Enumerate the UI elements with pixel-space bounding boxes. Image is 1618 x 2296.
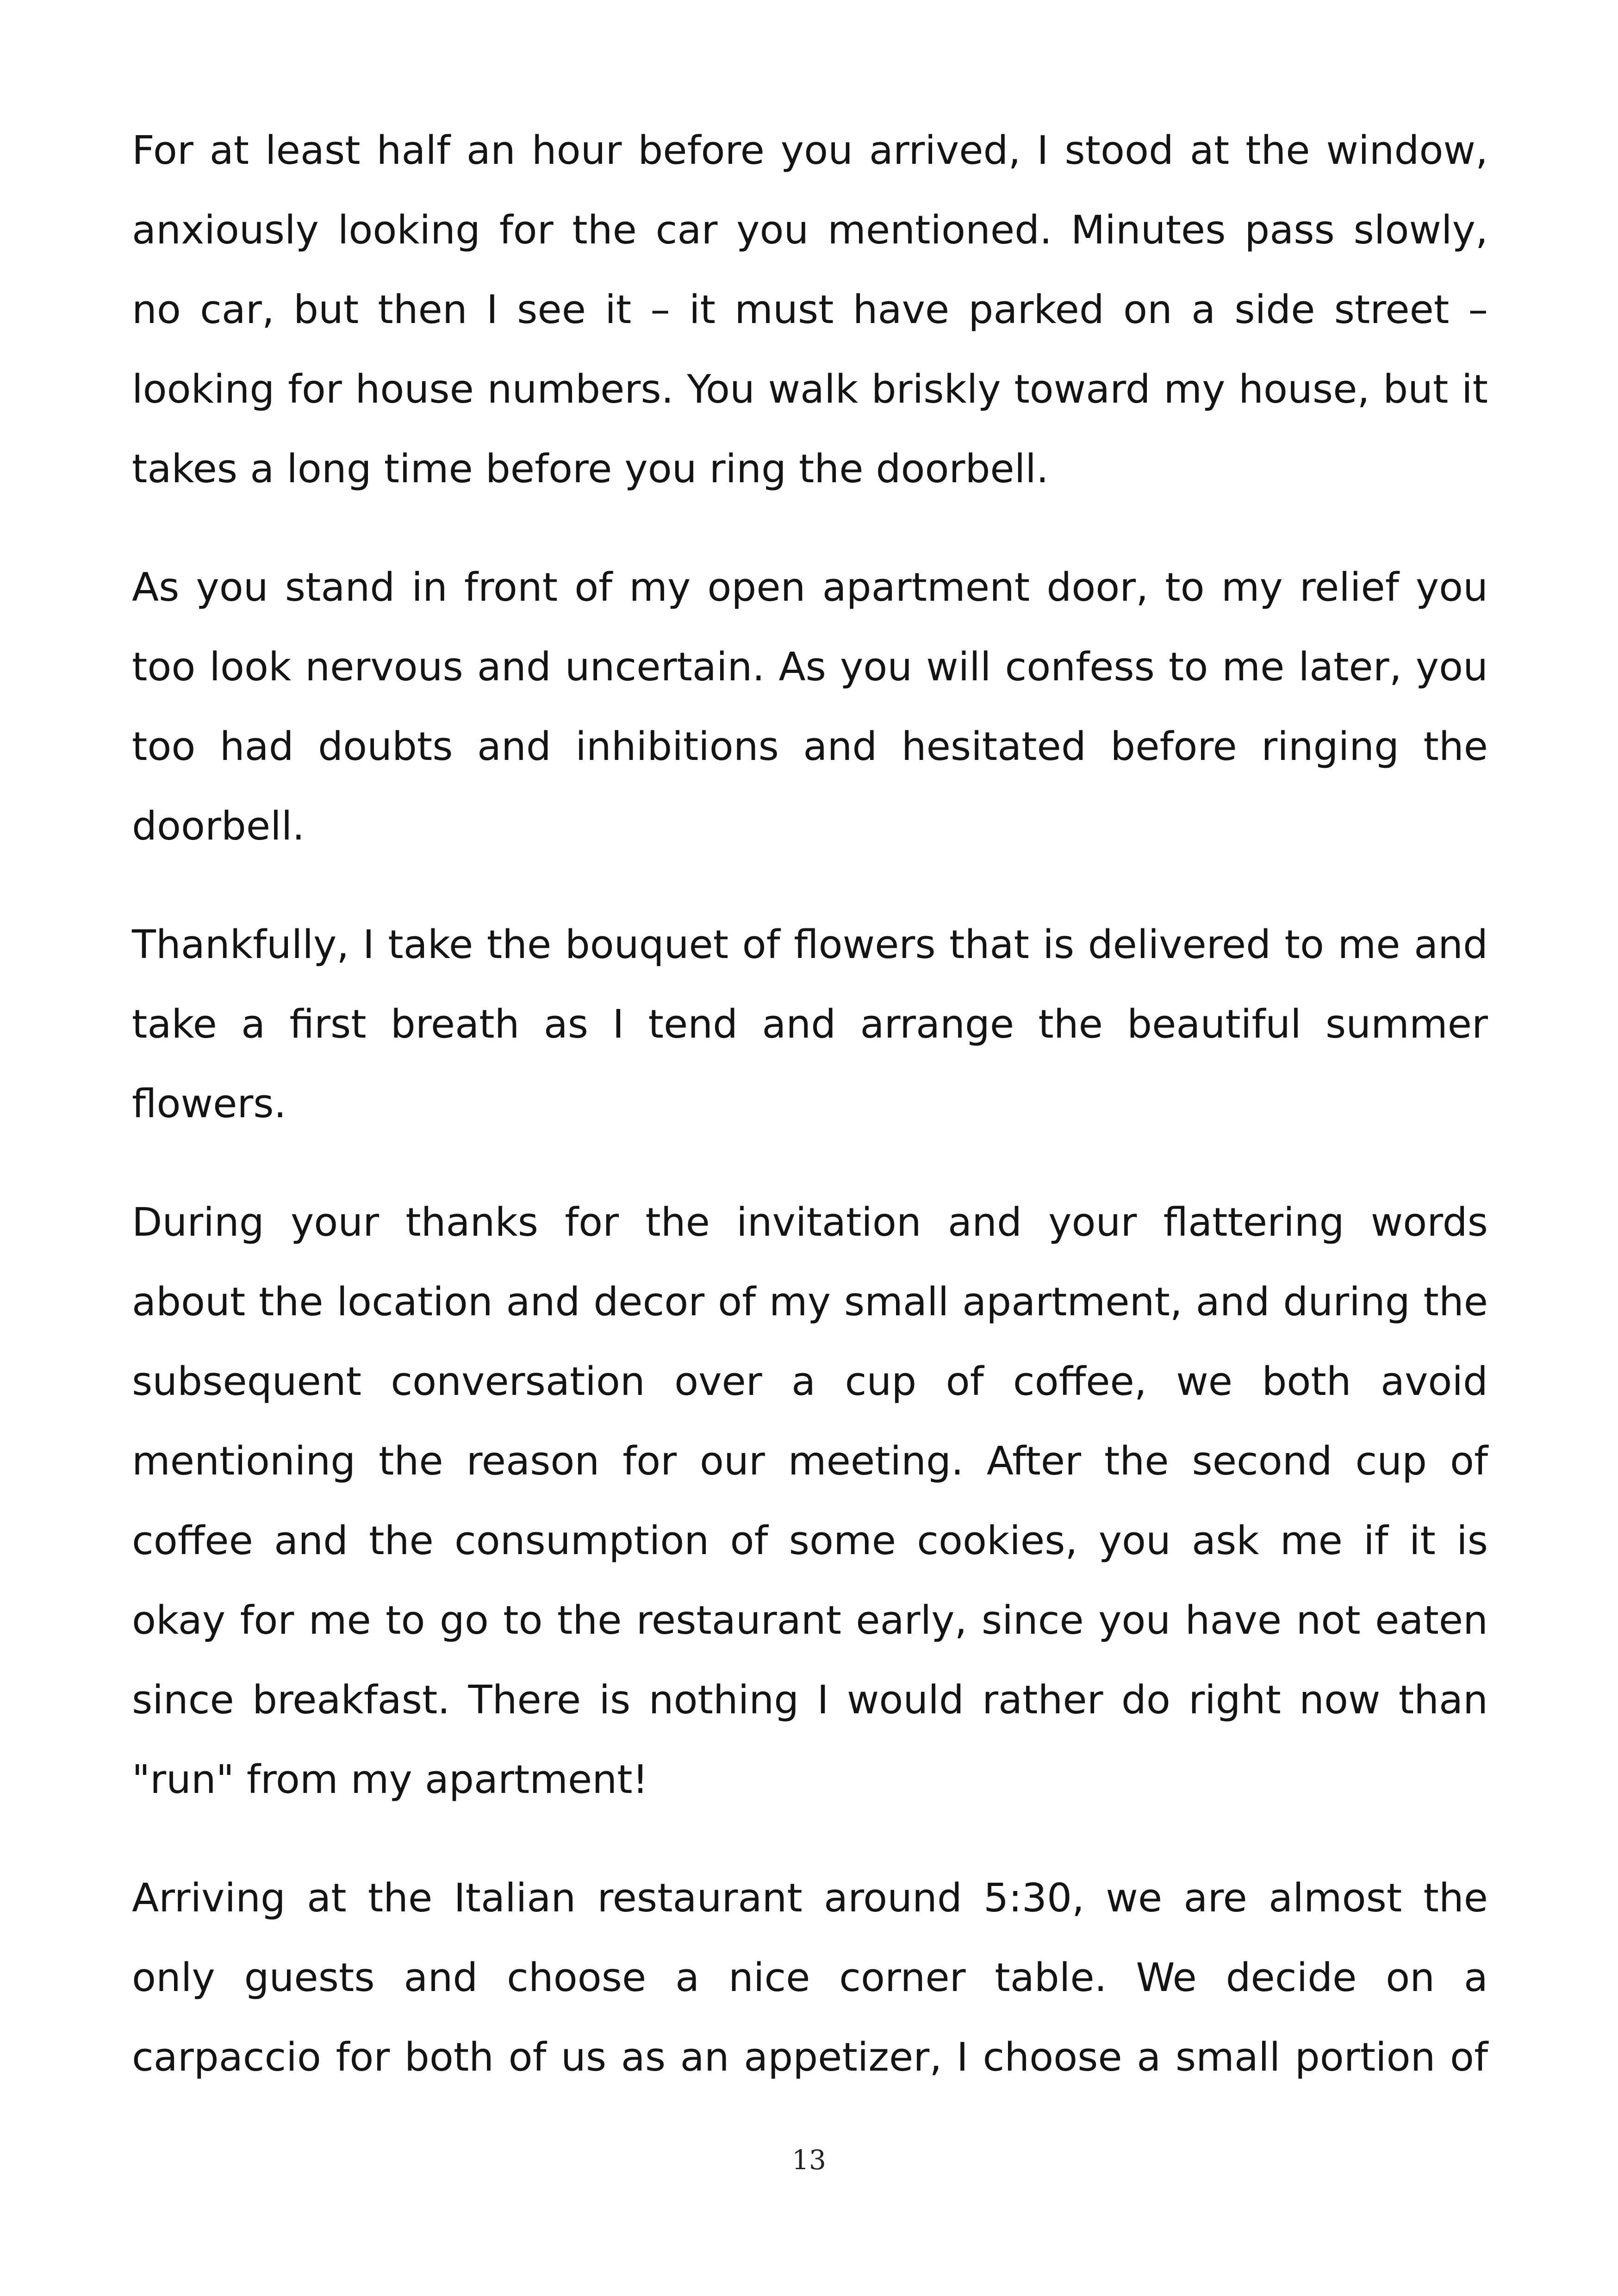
paragraph: Thankfully, I take the bouquet of flowers that is delivered to me and take a first breath as I tend and arrange the beautiful summer flowers. [132,922,1488,1127]
page-number: 13 [792,2144,826,2176]
paragraph: Arriving at the Italian restaurant around 5:30, we are almost the only guests and choose a nice corner table. We decide on a carpaccio for both of us as an appetizer, I choose a small portion of [132,1875,1488,2080]
paragraph: As you stand in front of my open apartment door, to my relief you too look nervous and uncertain. As you will confess to me later, you too had doubts and inhibitions and hesitated before ringing the doorbell. [132,565,1488,849]
paragraph: During your thanks for the invitation and your flattering words about the location and decor of my small apartment, and during the subsequent conversation over a cup of coffee, we both avoid mentioning the reason for our meeting. After the second cup of coffee and the consumption of some cookies, you ask me if it is okay for me to go to the restaurant early, since you have not eaten since breakfast. There is nothing I would rather do right now than "run" from my apartment! [132,1200,1488,1803]
body-text [132,111,1488,2097]
paragraph: For at least half an hour before you arrived, I stood at the window, anxiously looking for the car you mentioned. Minutes pass slowly, no car, but then I see it – it must have parked on a side street – looking for house numbers. You walk briskly toward my house, but it takes a long time before you ring the doorbell. [132,128,1488,492]
